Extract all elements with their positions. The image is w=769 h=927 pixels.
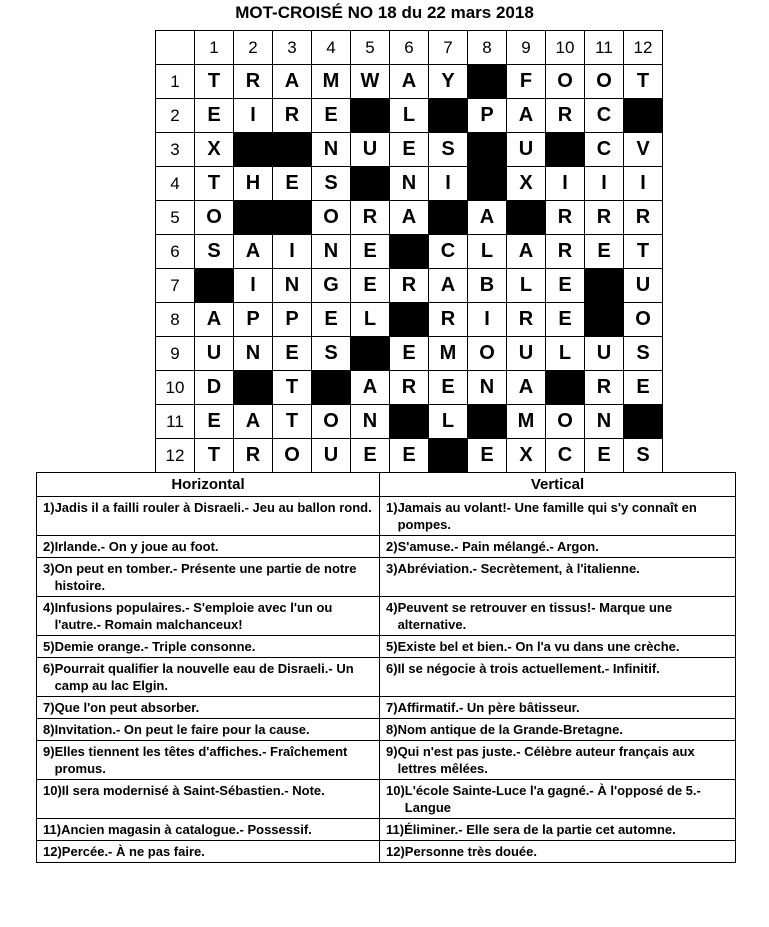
clue-number: 8) [43,722,55,737]
black-square [351,167,390,201]
letter-cell: H [234,167,273,201]
letter-cell: U [351,133,390,167]
letter-cell: L [546,337,585,371]
row-number: 4 [156,167,195,201]
row-number: 12 [156,439,195,473]
clue-number: 1) [43,500,55,515]
black-square [468,167,507,201]
letter-cell: E [585,235,624,269]
letter-cell: U [195,337,234,371]
row-number: 10 [156,371,195,405]
letter-cell: A [234,405,273,439]
black-square [585,269,624,303]
clue-row [37,597,736,636]
clue-row [37,558,736,597]
clue-row [37,636,736,658]
black-square [195,269,234,303]
horizontal-clue [37,819,380,841]
letter-cell: E [429,371,468,405]
letter-cell: S [312,337,351,371]
clue-row [37,841,736,863]
letter-cell: S [624,439,663,473]
black-square [507,201,546,235]
clue-number: 9) [43,744,55,759]
vertical-clue [380,819,736,841]
clue-number: 9) [386,744,398,759]
letter-cell: R [273,99,312,133]
black-square [273,133,312,167]
letter-cell: C [585,99,624,133]
letter-cell: S [312,167,351,201]
clue-text: Il sera modernisé à Saint-Sébastien.- Note. [61,783,325,798]
letter-cell: I [273,235,312,269]
letter-cell: O [312,201,351,235]
letter-cell: R [390,269,429,303]
grid-row [156,371,663,405]
letter-cell: A [507,371,546,405]
clue-text: Jamais au volant!- Une famille qui s'y connaît en pompes. [397,500,697,532]
black-square [234,133,273,167]
horizontal-clue [37,658,380,697]
letter-cell: X [507,439,546,473]
letter-cell: O [546,65,585,99]
letter-cell: E [624,371,663,405]
clue-number: 12) [386,844,405,859]
letter-cell: N [273,269,312,303]
letter-cell: E [312,303,351,337]
letter-cell: C [585,133,624,167]
black-square [624,99,663,133]
clue-row [37,719,736,741]
letter-cell: R [546,235,585,269]
black-square [312,371,351,405]
black-square [390,235,429,269]
clue-text: Infusions populaires.- S'emploie avec l'un ou l'autre.- Romain malchanceux! [54,600,333,632]
clue-number: 11) [43,822,62,837]
letter-cell: E [273,167,312,201]
clue-number: 6) [43,661,55,676]
grid-corner [156,31,195,65]
letter-cell: R [390,371,429,405]
letter-cell: N [234,337,273,371]
clue-number: 3) [43,561,55,576]
black-square [468,65,507,99]
letter-cell: E [390,337,429,371]
clue-text: Il se négocie à trois actuellement.- Infinitif. [397,661,660,676]
column-number: 10 [546,31,585,65]
letter-cell: B [468,269,507,303]
letter-cell: M [312,65,351,99]
letter-cell: G [312,269,351,303]
row-number: 6 [156,235,195,269]
black-square [468,405,507,439]
column-number: 8 [468,31,507,65]
letter-cell: D [195,371,234,405]
letter-cell: R [585,201,624,235]
letter-cell: L [507,269,546,303]
letter-cell: T [273,371,312,405]
letter-cell: C [546,439,585,473]
letter-cell: E [351,439,390,473]
vertical-clue [380,719,736,741]
letter-cell: O [312,405,351,439]
letter-cell: M [429,337,468,371]
black-square [351,99,390,133]
grid-row [156,133,663,167]
letter-cell: U [312,439,351,473]
grid-row [156,65,663,99]
row-number: 2 [156,99,195,133]
letter-cell: I [546,167,585,201]
clue-text: Jadis il a failli rouler à Disraeli.- Jeu au ballon rond. [54,500,372,515]
letter-cell: S [195,235,234,269]
letter-cell: I [234,99,273,133]
letter-cell: T [273,405,312,439]
grid-row [156,201,663,235]
letter-cell: I [585,167,624,201]
letter-cell: E [195,405,234,439]
grid-row [156,269,663,303]
clue-text: Irlande.- On y joue au foot. [54,539,219,554]
letter-cell: N [585,405,624,439]
clue-row [37,536,736,558]
clue-number: 3) [386,561,398,576]
letter-cell: A [390,201,429,235]
letter-cell: V [624,133,663,167]
black-square [429,201,468,235]
letter-cell: U [507,133,546,167]
black-square [234,201,273,235]
clue-row [37,780,736,819]
letter-cell: E [468,439,507,473]
letter-cell: E [273,337,312,371]
clue-number: 2) [43,539,55,554]
letter-cell: A [507,235,546,269]
letter-cell: N [312,133,351,167]
black-square [429,439,468,473]
clue-number: 7) [43,700,55,715]
letter-cell: C [429,235,468,269]
letter-cell: O [468,337,507,371]
letter-cell: A [195,303,234,337]
column-number: 9 [507,31,546,65]
letter-cell: R [624,201,663,235]
clue-number: 2) [386,539,398,554]
clue-number: 11) [386,822,405,837]
vertical-clue [380,780,736,819]
clue-number: 1) [386,500,398,515]
letter-cell: T [624,65,663,99]
vertical-clue [380,697,736,719]
clue-text: On peut en tomber.- Présente une partie de notre histoire. [54,561,357,593]
letter-cell: R [351,201,390,235]
clue-text: Nom antique de la Grande-Bretagne. [397,722,623,737]
letter-cell: W [351,65,390,99]
letter-cell: E [351,235,390,269]
letter-cell: E [351,269,390,303]
grid-row [156,337,663,371]
clue-text: Pourrait qualifier la nouvelle eau de Disraeli.- Un camp au lac Elgin. [54,661,354,693]
clue-number: 10) [386,783,405,798]
clue-number: 6) [386,661,398,676]
letter-cell: T [624,235,663,269]
grid-row [156,303,663,337]
letter-cell: A [507,99,546,133]
grid-row [156,235,663,269]
clue-row [37,658,736,697]
clue-text: Affirmatif.- Un père bâtisseur. [397,700,580,715]
page-title: MOT-CROISÉ NO 18 du 22 mars 2018 [235,3,534,22]
black-square [273,201,312,235]
letter-cell: R [546,201,585,235]
column-number: 5 [351,31,390,65]
letter-cell: O [273,439,312,473]
clue-number: 10) [43,783,62,798]
clue-text: Que l'on peut absorber. [54,700,200,715]
vertical-clue [380,558,736,597]
letter-cell: R [234,65,273,99]
letter-cell: N [468,371,507,405]
vertical-clue [380,497,736,536]
clue-text: Demie orange.- Triple consonne. [54,639,256,654]
clue-row [37,741,736,780]
row-number: 11 [156,405,195,439]
letter-cell: E [585,439,624,473]
letter-cell: T [195,439,234,473]
letter-cell: O [195,201,234,235]
column-number: 6 [390,31,429,65]
vertical-clue [380,658,736,697]
horizontal-clue [37,636,380,658]
horizontal-clue [37,841,380,863]
letter-cell: A [234,235,273,269]
clue-row [37,497,736,536]
letter-cell: O [624,303,663,337]
clue-number: 5) [43,639,55,654]
grid-row [156,405,663,439]
column-number: 4 [312,31,351,65]
letter-cell: L [351,303,390,337]
clue-number: 5) [386,639,398,654]
clue-text: Qui n'est pas juste.- Célèbre auteur français aux lettres mêlées. [397,744,695,776]
letter-cell: R [585,371,624,405]
vertical-clue [380,597,736,636]
letter-cell: R [429,303,468,337]
column-number: 7 [429,31,468,65]
letter-cell: N [390,167,429,201]
letter-cell: I [468,303,507,337]
letter-cell: A [273,65,312,99]
horizontal-clue [37,497,380,536]
clue-text: L'école Sainte-Luce l'a gagné.- À l'opposé de 5.- Langue [404,783,701,815]
clue-number: 7) [386,700,398,715]
horizontal-clue [37,719,380,741]
letter-cell: U [585,337,624,371]
clue-number: 12) [43,844,62,859]
black-square [390,405,429,439]
letter-cell: U [507,337,546,371]
column-number: 12 [624,31,663,65]
letter-cell: R [234,439,273,473]
letter-cell: S [624,337,663,371]
letter-cell: E [546,269,585,303]
letter-cell: E [546,303,585,337]
black-square [390,303,429,337]
horizontal-clue [37,697,380,719]
clue-text: Ancien magasin à catalogue.- Possessif. [61,822,312,837]
black-square [546,371,585,405]
clue-text: Abréviation.- Secrètement, à l'italienne. [397,561,640,576]
horizontal-clue [37,780,380,819]
column-number: 1 [195,31,234,65]
horizontal-clue [37,597,380,636]
black-square [351,337,390,371]
horizontal-header: Horizontal [37,473,380,497]
clue-text: Percée.- À ne pas faire. [61,844,205,859]
black-square [624,405,663,439]
clue-number: 4) [386,600,398,615]
clue-text: Éliminer.- Elle sera de la partie cet automne. [404,822,676,837]
clue-text: Peuvent se retrouver en tissus!- Marque une alternative. [397,600,673,632]
clue-text: Personne très douée. [404,844,538,859]
row-number: 1 [156,65,195,99]
grid-row [156,439,663,473]
clue-text: S'amuse.- Pain mélangé.- Argon. [397,539,599,554]
column-header-row [156,31,663,65]
clue-number: 8) [386,722,398,737]
vertical-clue [380,841,736,863]
vertical-clue [380,536,736,558]
grid-row [156,167,663,201]
letter-cell: I [429,167,468,201]
row-number: 7 [156,269,195,303]
clue-text: Existe bel et bien.- On l'a vu dans une crèche. [397,639,680,654]
letter-cell: T [195,167,234,201]
clue-text: Invitation.- On peut le faire pour la cause. [54,722,310,737]
letter-cell: A [468,201,507,235]
vertical-clue [380,741,736,780]
letter-cell: L [429,405,468,439]
clue-text: Elles tiennent les têtes d'affiches.- Fraîchement promus. [54,744,348,776]
crossword-grid [155,30,663,473]
letter-cell: F [507,65,546,99]
clue-row [37,697,736,719]
letter-cell: U [624,269,663,303]
letter-cell: X [507,167,546,201]
black-square [468,133,507,167]
letter-cell: O [585,65,624,99]
vertical-clue [380,636,736,658]
row-number: 9 [156,337,195,371]
grid-row [156,99,663,133]
letter-cell: Y [429,65,468,99]
row-number: 3 [156,133,195,167]
horizontal-clue [37,558,380,597]
row-number: 5 [156,201,195,235]
black-square [546,133,585,167]
black-square [234,371,273,405]
letter-cell: E [390,133,429,167]
clues-table [36,472,736,863]
letter-cell: A [390,65,429,99]
letter-cell: O [546,405,585,439]
letter-cell: N [351,405,390,439]
clue-row [37,819,736,841]
letter-cell: P [468,99,507,133]
letter-cell: P [273,303,312,337]
letter-cell: P [234,303,273,337]
letter-cell: L [468,235,507,269]
horizontal-clue [37,741,380,780]
column-number: 3 [273,31,312,65]
clue-number: 4) [43,600,55,615]
letter-cell: R [546,99,585,133]
letter-cell: E [312,99,351,133]
letter-cell: M [507,405,546,439]
row-number: 8 [156,303,195,337]
letter-cell: X [195,133,234,167]
letter-cell: S [429,133,468,167]
letter-cell: T [195,65,234,99]
letter-cell: A [429,269,468,303]
letter-cell: E [390,439,429,473]
column-number: 11 [585,31,624,65]
letter-cell: N [312,235,351,269]
black-square [585,303,624,337]
letter-cell: E [195,99,234,133]
column-number: 2 [234,31,273,65]
horizontal-clue [37,536,380,558]
black-square [429,99,468,133]
letter-cell: R [507,303,546,337]
vertical-header: Vertical [380,473,736,497]
letter-cell: L [390,99,429,133]
letter-cell: A [351,371,390,405]
letter-cell: I [624,167,663,201]
letter-cell: I [234,269,273,303]
